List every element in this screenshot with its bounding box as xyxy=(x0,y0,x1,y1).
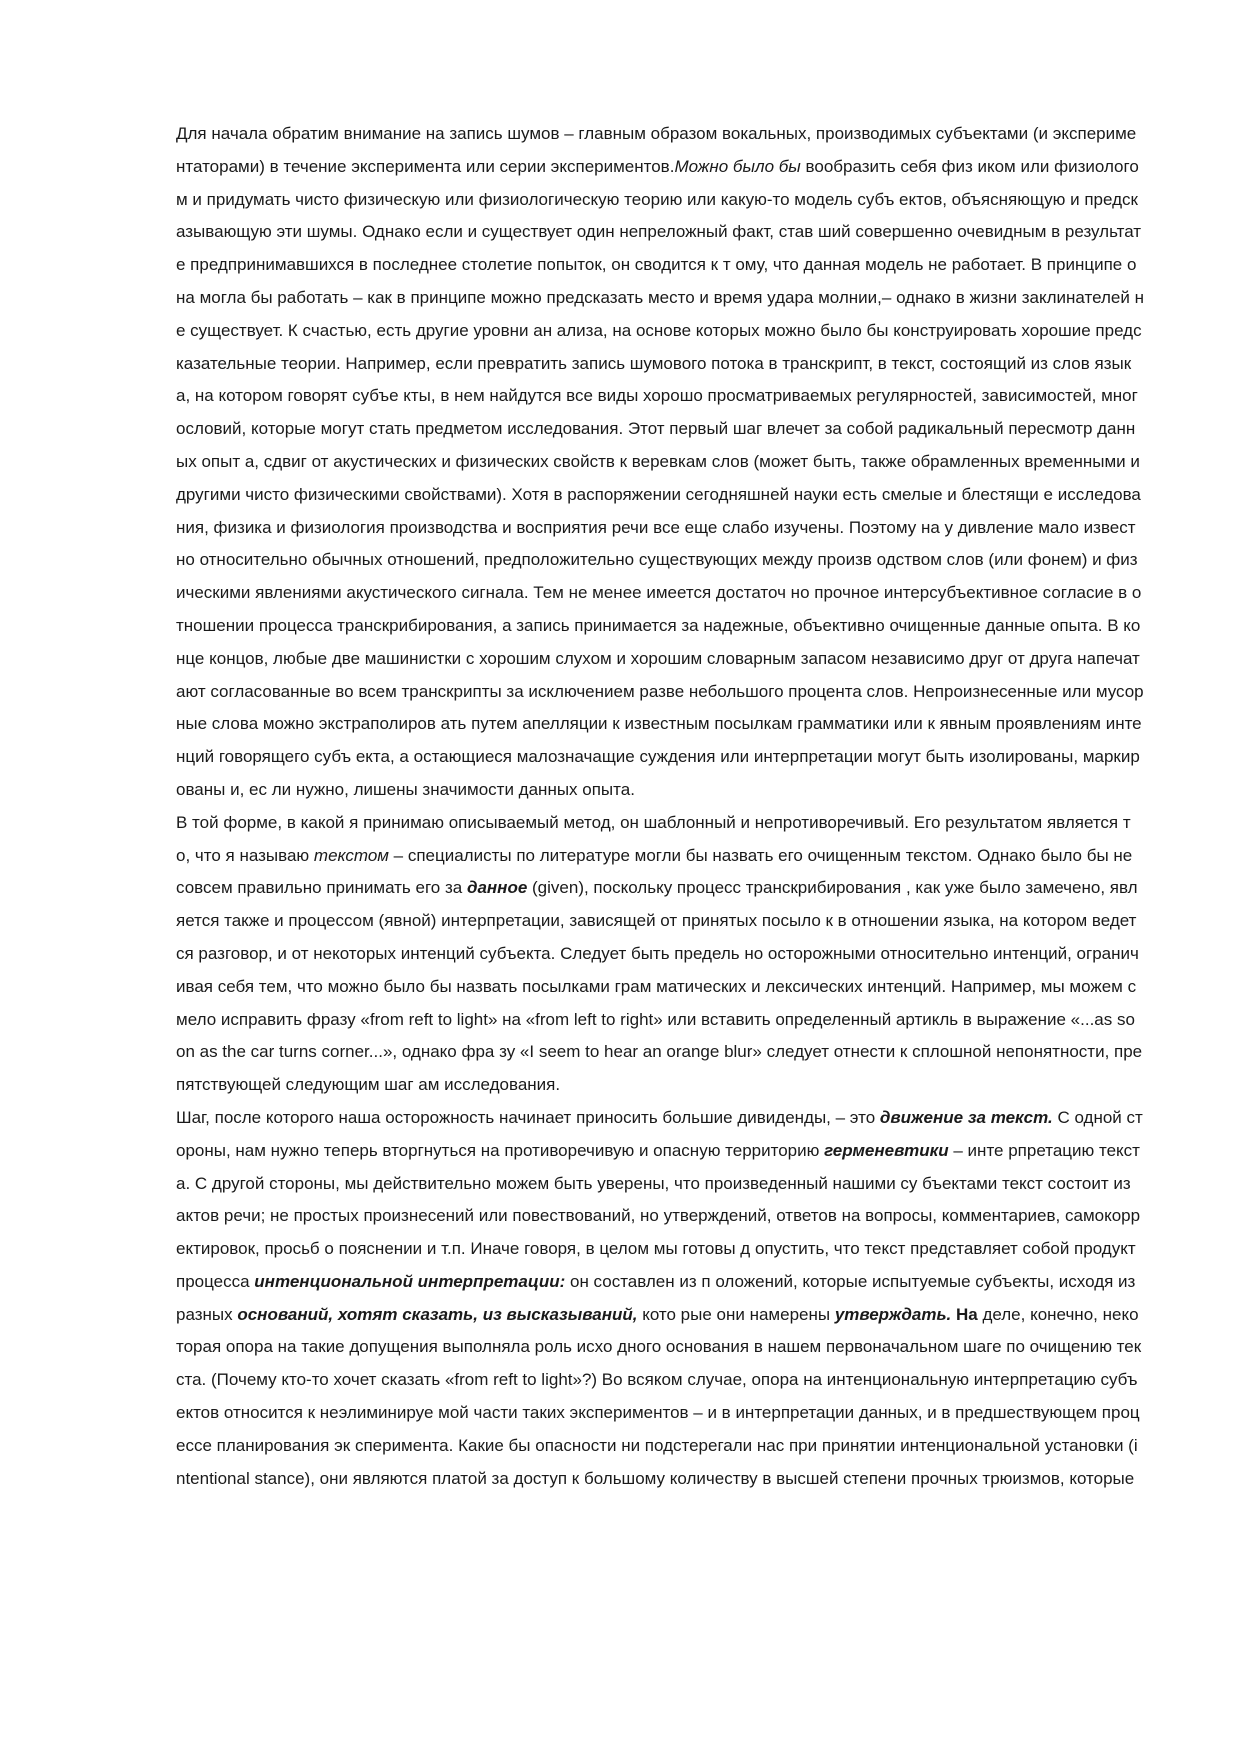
italic-text-run: текстом xyxy=(313,845,389,865)
text-run: В той форме, в какой я принимаю описываемый метод, он шаблонный и непротиворечивый. Его результатом является то, что я называю xyxy=(176,812,1131,865)
text-run: – инте рпретацию текста. С другой стороны, мы действительно можем быть уверены, что произведенный нашими су бъектами текст состоит из актов речи; не простых произнесений или повествований, но утверждений, ответов на вопросы, комментариев, самокорректировок, просьб о пояснении и т.п. Иначе говоря, в целом мы готовы д опустить, что текст представляет собой продукт процесса xyxy=(176,1140,1141,1291)
bold-italic-text-run: интенциональной интерпретации: xyxy=(254,1271,566,1291)
bold-italic-text-run: герменевтики xyxy=(824,1140,949,1160)
bold-text-run: На xyxy=(951,1304,978,1324)
paragraph-2 xyxy=(176,807,1144,1102)
document-page xyxy=(176,118,1144,1495)
bold-italic-text-run: утверждать. xyxy=(834,1304,952,1324)
text-run: деле, конечно, некоторая опора на такие допущения выполняла роль исхо дного основания в нашем первоначальном шаге по очищению текста. (Почему кто-то хочет сказать «from reft to light»?) Во всяком случае, опора на интенциональную интерпретацию субъектов относится к неэлиминируе мой части таких экспериментов – и в интерпретации данных, и в предшествующем процессе планирования эк сперимента. Какие бы опасности ни подстерегали нас при принятии интенциональной установки (intentional stance), они являются платой за доступ к большому количеству в высшей степени прочных трюизмов, которые xyxy=(176,1304,1142,1488)
bold-italic-text-run: движение за текст. xyxy=(879,1107,1053,1127)
text-run: Для начала обратим внимание на запись шумов – главным образом вокальных, производимых субъектами (и экспериментаторами) в течение эксперимента или серии экспериментов. xyxy=(176,124,1137,176)
text-run: Шаг, после которого наша осторожность начинает приносить большие дивиденды, – это xyxy=(176,1107,880,1127)
text-run: (given), поскольку процесс транскрибирования , как уже было замечено, является также и процессом (явной) интерпретации, зависящей от принятых посыло к в отношении языка, на котором ведется разговор, и от некоторых интенций субъекта. Следует быть предель но осторожными относительно интенций, ограничивая себя тем, что можно было бы назвать посылками грам матических и лексических интенций. Например, мы можем смело исправить фразу «from reft to light» на «from left to right» или вставить определенный артикль в выражение «...as soon as the car turns corner...», однако фра зу «I seem to hear an orange blur» следует отнести к сплошной непонятности, препятствующей следующим шаг ам исследования. xyxy=(176,878,1143,1095)
text-run: – специалисты по литературе могли бы назвать его очищенным текстом. Однако было бы не совсем правильно принимать его за xyxy=(176,845,1133,898)
text-run: он составлен из п оложений, которые испытуемые субъекты, исходя из разных xyxy=(176,1271,1136,1324)
italic-text-run: Можно было бы xyxy=(674,156,801,176)
bold-italic-text-run: данное xyxy=(466,878,528,898)
paragraph-3 xyxy=(176,1102,1144,1496)
text-run: С одной стороны, нам нужно теперь вторгнуться на противоречивую и опасную территорию xyxy=(176,1107,1143,1160)
bold-italic-text-run: оснований, хотят сказать, из высказываний, xyxy=(237,1304,638,1324)
text-run: кото рые они намерены xyxy=(637,1304,835,1324)
text-run: вообразить себя физ иком или физиологом и придумать чисто физическую или физиологическую теорию или какую-то модель субъ ектов, объясняющую и предсказывающую эти шумы. Однако если и существует один непреложный факт, став ший совершенно очевидным в результате предпринимавшихся в последнее столетие попыток, он сводится к т ому, что данная модель не работает. В принципе она могла бы работать – как в принципе можно предсказать место и время удара молнии,– однако в жизни заклинателей не существует. К счастью, есть другие уровни ан ализа, на основе которых можно было бы конструировать хорошие предсказательные теории. Например, если превратить запись шумового потока в транскрипт, в текст, состоящий из слов языка, на котором говорят субъе кты, в нем найдутся все виды хорошо просматриваемых регулярностей, зависимостей, многословий, которые могут стать предметом исследования. Этот первый шаг влечет за собой радикальный пересмотр данных опыт а, сдвиг от акустических и физических свойств к веревкам слов (может быть, также обрамленных временными и другими чисто физическими свойствами). Хотя в распоряжении сегодняшней науки есть смелые и блестящи е исследования, физика и физиология производства и восприятия речи все еще слабо изучены. Поэтому на у дивление мало известно относительно обычных отношений, предположительно существующих между произв одством слов (или фонем) и физическими явлениями акустического сигнала. Тем не менее имеется достаточ но прочное интерсубъективное согласие в отношении процесса транскрибирования, а запись принимается за надежные, объективно очищенные данные опыта. В конце концов, любые две машинистки с хорошим слухом и хорошим словарным запасом независимо друг от друга напечатают согласованные во всем транскрипты за исключением разве небольшого процента слов. Непроизнесенные или мусорные слова можно экстраполиров ать путем апелляции к известным посылкам грамматики или к явным проявлениям интенций говорящего субъ екта, а остающиеся малозначащие суждения или интерпретации могут быть изолированы, маркированы и, ес ли нужно, лишены значимости данных опыта. xyxy=(176,156,1144,799)
paragraph-1 xyxy=(176,118,1144,807)
